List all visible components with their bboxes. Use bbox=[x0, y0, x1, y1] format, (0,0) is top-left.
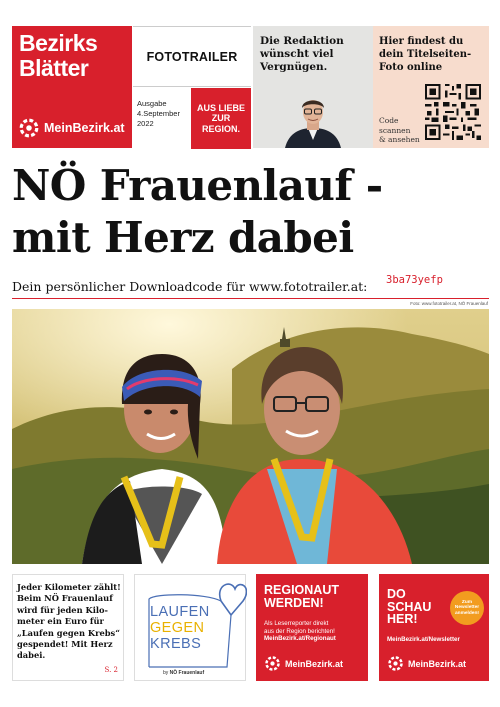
editor-portrait bbox=[283, 90, 343, 148]
slogan-line-2: ZUR bbox=[211, 113, 231, 124]
qr-headline bbox=[379, 35, 471, 74]
masthead bbox=[12, 26, 489, 148]
editor-line-1: Die Redaktion bbox=[260, 35, 344, 47]
story-line: Beim NÖ Frauenlauf bbox=[17, 593, 113, 604]
slogan-box bbox=[191, 88, 251, 149]
teaser-newsletter[interactable] bbox=[379, 574, 489, 681]
logo-line-2: Blätter bbox=[19, 55, 89, 81]
edition-panel bbox=[133, 26, 251, 148]
regionaut-head-2: WERDEN! bbox=[264, 596, 324, 610]
newsletter-head-2: SCHAU bbox=[387, 599, 432, 614]
teaser-story[interactable] bbox=[12, 574, 124, 681]
issue-label: Ausgabe bbox=[137, 99, 167, 108]
download-code-value[interactable]: 3ba73yefp bbox=[386, 274, 443, 286]
editor-panel bbox=[253, 26, 373, 148]
regionaut-sub-2: aus der Region berichten! bbox=[264, 628, 335, 635]
meinbezirk-logo-icon bbox=[18, 117, 40, 139]
regionaut-head-1: REGIONAUT bbox=[264, 583, 339, 597]
meinbezirk-logo-icon bbox=[387, 655, 404, 672]
regionaut-site: MeinBezirk.at bbox=[285, 658, 344, 669]
newsletter-brand bbox=[387, 655, 466, 672]
photo-credit: Foto: www.fototrailer.at, NÖ Frauenlauf bbox=[410, 301, 488, 306]
story-line: „Laufen gegen Krebs“ bbox=[17, 627, 120, 638]
logo-line-1: Bezirks bbox=[19, 30, 98, 56]
story-line: wird für jeden Kilo- bbox=[17, 604, 108, 615]
badge-line-2: Newsletter bbox=[454, 605, 480, 611]
regionaut-link[interactable]: MeinBezirk.at/Regionaut bbox=[264, 635, 336, 642]
page-reference: S. 2 bbox=[104, 666, 118, 674]
issue-info bbox=[137, 99, 195, 129]
section-title: FOTOTRAILER bbox=[133, 27, 251, 87]
regionaut-headline bbox=[264, 584, 339, 610]
scan-hint bbox=[379, 116, 420, 145]
headline bbox=[12, 160, 492, 264]
charity-line-3: KREBS bbox=[150, 636, 202, 652]
scan-line-1: Code bbox=[379, 116, 399, 125]
story-line: gespendet! Mit Herz bbox=[17, 639, 113, 650]
story-line: dabei. bbox=[17, 650, 46, 661]
download-code-label: Dein persönlicher Downloadcode für www.fototrailer.at: bbox=[12, 279, 368, 294]
newsletter-site: MeinBezirk.at bbox=[408, 658, 467, 669]
story-text bbox=[17, 582, 123, 662]
slogan-line-1: AUS LIEBE bbox=[196, 102, 245, 113]
newsletter-head-1: DO bbox=[387, 587, 406, 601]
slogan-line-3: REGION. bbox=[201, 123, 240, 134]
charity-line-1: LAUFEN bbox=[150, 604, 210, 620]
qr-code-icon[interactable] bbox=[425, 84, 481, 140]
qr-line-2: dein Titelseiten- bbox=[379, 49, 472, 60]
meinbezirk-logo-icon bbox=[264, 655, 281, 672]
badge-line-3: anmelden! bbox=[454, 610, 479, 616]
byline-name: NÖ Frauenlauf bbox=[169, 670, 205, 676]
logo-site-label: MeinBezirk.at bbox=[44, 121, 125, 135]
badge-line-1: Zum bbox=[461, 599, 473, 605]
cover-photo[interactable] bbox=[12, 309, 489, 564]
download-code-row bbox=[12, 274, 490, 299]
logo-site bbox=[18, 117, 125, 139]
logo-title bbox=[19, 31, 97, 81]
bezirksblaetter-logo[interactable] bbox=[12, 26, 132, 148]
newsletter-badge[interactable] bbox=[450, 591, 484, 625]
scan-line-3: & ansehen bbox=[379, 135, 420, 144]
editor-greeting bbox=[260, 35, 344, 74]
charity-line-2: GEGEN bbox=[150, 620, 205, 636]
divider bbox=[12, 298, 489, 299]
qr-line-1: Hier findest du bbox=[379, 36, 464, 47]
story-line: Jeder Kilometer zählt! bbox=[17, 582, 121, 592]
regionaut-sub-1: Als Leserreporter direkt bbox=[264, 620, 329, 627]
qr-line-3: Foto online bbox=[379, 62, 443, 73]
headline-line-1: NÖ Frauenlauf - bbox=[12, 161, 383, 210]
story-line: meter ein Euro für bbox=[17, 616, 104, 627]
issue-date: 4.September 2022 bbox=[137, 109, 180, 128]
byline-prefix: by bbox=[163, 670, 169, 676]
newsletter-link[interactable]: MeinBezirk.at/Newsletter bbox=[387, 636, 460, 643]
scan-line-2: scannen bbox=[379, 125, 411, 135]
editor-line-2: wünscht viel bbox=[260, 48, 334, 60]
charity-byline bbox=[163, 670, 204, 676]
newsletter-head-3: HER! bbox=[387, 612, 418, 626]
regionaut-brand bbox=[264, 655, 343, 672]
headline-line-2: mit Herz dabei bbox=[12, 213, 354, 262]
editor-line-3: Vergnügen. bbox=[260, 61, 328, 73]
newsletter-headline bbox=[387, 588, 431, 626]
teaser-regionaut[interactable] bbox=[256, 574, 368, 681]
photo-illustration bbox=[12, 309, 489, 564]
regionaut-subtext bbox=[264, 620, 335, 636]
teaser-charity-logo[interactable] bbox=[134, 574, 246, 681]
qr-panel bbox=[373, 26, 489, 148]
